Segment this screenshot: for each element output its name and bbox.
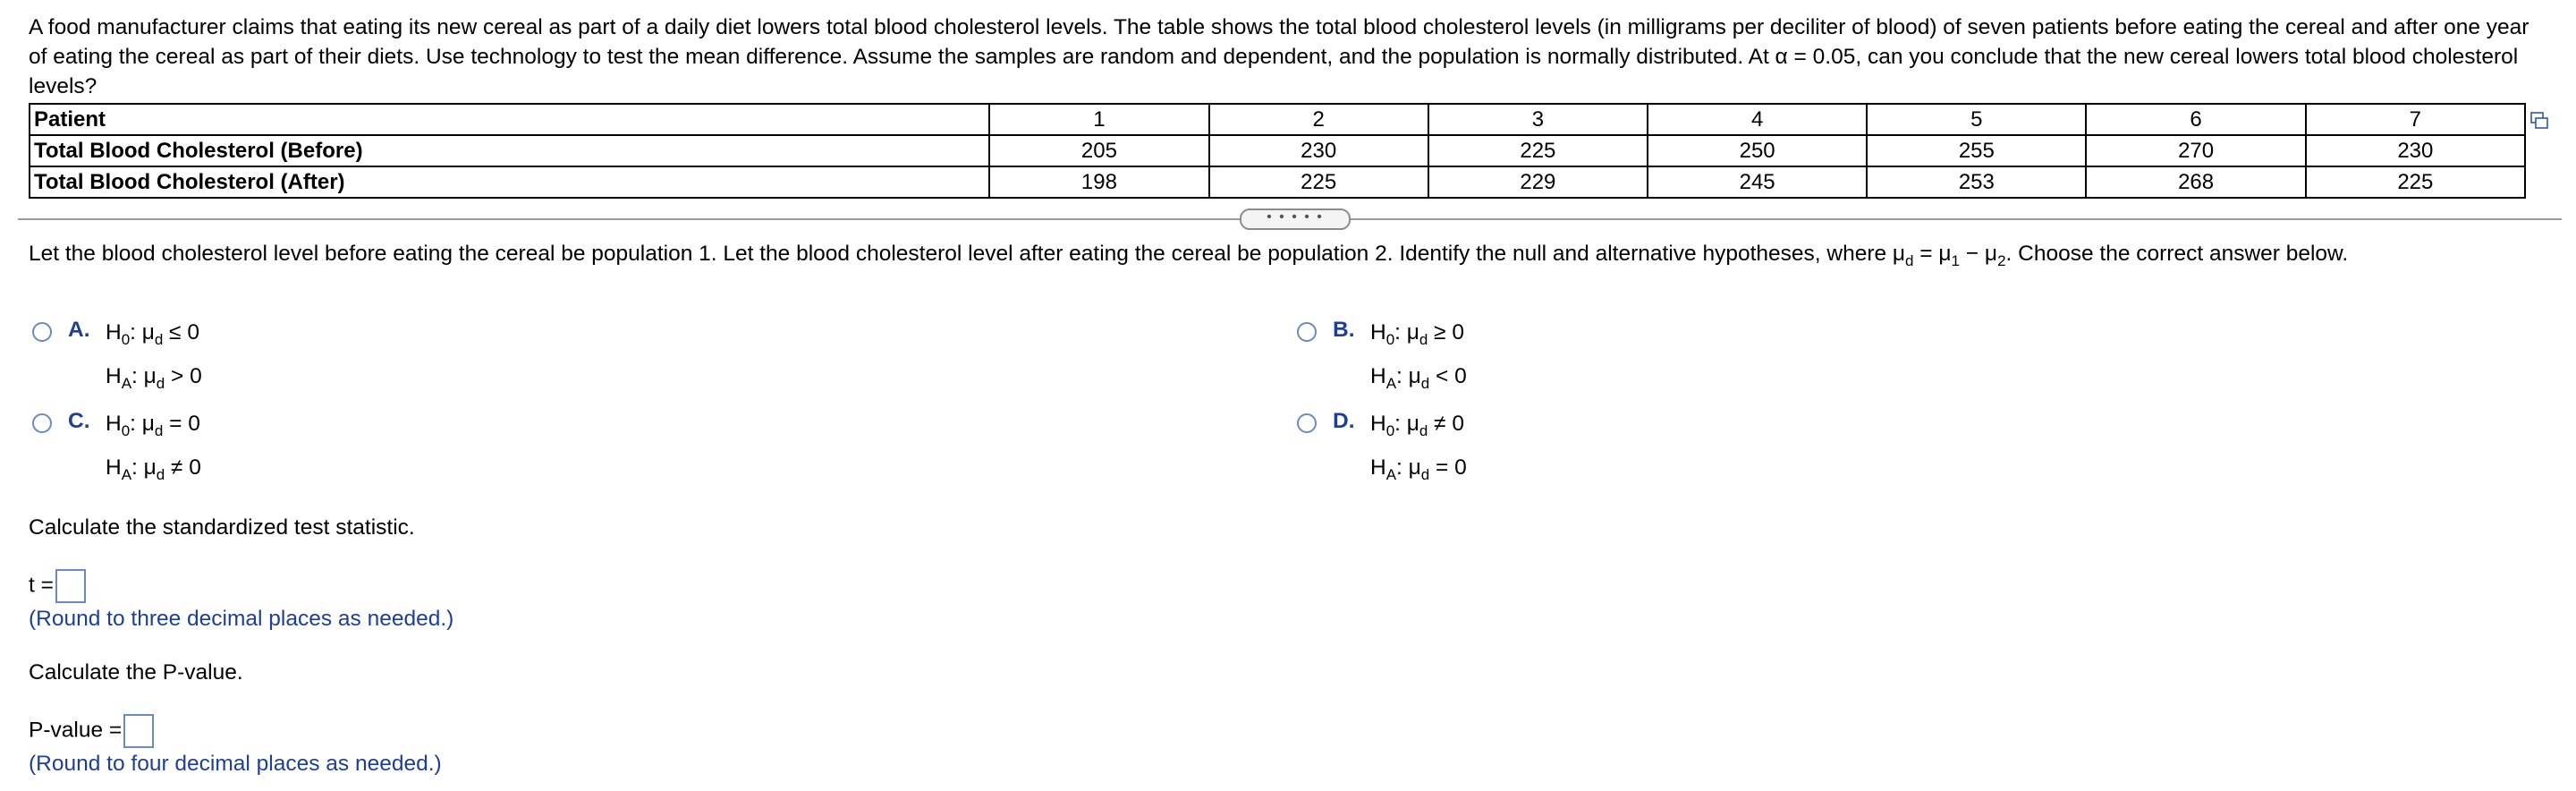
alternative-hypothesis: $H_A$: $\mu_d > 0$ xyxy=(106,364,202,392)
option-a-hypotheses xyxy=(106,318,202,398)
table-cell: 198 xyxy=(989,166,1208,198)
table-cell: 225 xyxy=(1428,135,1648,166)
table-cell: 230 xyxy=(1209,135,1428,166)
null-hypothesis: $H_0$: $\mu_d = 0$ xyxy=(106,412,200,439)
row-label: Patient xyxy=(30,104,989,135)
table-cell: 6 xyxy=(2086,104,2305,135)
t-label: t = xyxy=(29,573,54,598)
option-letter: A. xyxy=(68,318,90,342)
table-cell: 7 xyxy=(2306,104,2525,135)
table-cell: 225 xyxy=(1209,166,1428,198)
null-hypothesis: $H_0$: $\mu_d \ne 0$ xyxy=(1370,412,1465,439)
copy-table-icon[interactable] xyxy=(2529,111,2549,131)
table-cell: 5 xyxy=(1867,104,2086,135)
table-cell: 255 xyxy=(1867,135,2086,166)
option-d-hypotheses xyxy=(1370,409,1467,489)
table-cell: 268 xyxy=(2086,166,2305,198)
p-value-input[interactable] xyxy=(123,714,154,748)
table-cell: 4 xyxy=(1648,104,1867,135)
row-label: Total Blood Cholesterol (Before) xyxy=(30,135,989,166)
option-letter: B. xyxy=(1333,318,1355,342)
radio-button[interactable] xyxy=(1297,322,1317,342)
radio-button[interactable] xyxy=(32,322,52,342)
null-hypothesis: $H_0$: $\mu_d \le 0$ xyxy=(106,320,200,348)
option-c-hypotheses xyxy=(106,409,201,489)
p-value-rounding-hint: (Round to four decimal places as needed.) xyxy=(29,752,442,776)
radio-button[interactable] xyxy=(32,413,52,433)
alternative-hypothesis: $H_A$: $\mu_d \ne 0$ xyxy=(106,455,201,483)
problem-statement: A food manufacturer claims that eating its new cereal as part of a daily diet lowers total blood cholesterol levels. The table shows the total blood cholesterol levels (in milligrams per deciliter of blood) of seven patients before eating the cereal and after one year of eating the cereal as part of their diets. Use technology to test the mean difference. Assume the samples are random and dependent, and the population is normally distributed. At α = 0.05, can you conclude that the new cereal lowers total blood cholesterol levels? xyxy=(29,15,2529,98)
alternative-hypothesis: $H_A$: $\mu_d = 0$ xyxy=(1370,455,1467,483)
option-b-hypotheses xyxy=(1370,318,1467,398)
table-cell: 229 xyxy=(1428,166,1648,198)
option-letter: D. xyxy=(1333,409,1355,433)
t-rounding-hint: (Round to three decimal places as needed.) xyxy=(29,607,454,631)
p-value-label: P-value = xyxy=(29,718,123,743)
table-cell: 250 xyxy=(1648,135,1867,166)
table-cell: 1 xyxy=(989,104,1208,135)
table-cell: 205 xyxy=(989,135,1208,166)
radio-button[interactable] xyxy=(1297,413,1317,433)
table-cell: 230 xyxy=(2306,135,2525,166)
table-cell: 2 xyxy=(1209,104,1428,135)
table-cell: 225 xyxy=(2306,166,2525,198)
p-value-answer-row xyxy=(29,714,154,748)
table-cell: 253 xyxy=(1867,166,2086,198)
table-row xyxy=(30,166,2525,198)
expand-collapse-button[interactable]: • • • • • xyxy=(1240,208,1351,230)
table-row xyxy=(30,104,2525,135)
t-statistic-input[interactable] xyxy=(55,569,86,603)
null-hypothesis: $H_0$: $\mu_d \ge 0$ xyxy=(1370,320,1465,348)
table-cell: 3 xyxy=(1428,104,1648,135)
t-answer-row xyxy=(29,569,86,603)
p-value-prompt: Calculate the P-value. xyxy=(29,660,243,685)
alternative-hypothesis: $H_A$: $\mu_d < 0$ xyxy=(1370,364,1467,392)
table-cell: 245 xyxy=(1648,166,1867,198)
data-table xyxy=(29,103,2526,199)
row-label: Total Blood Cholesterol (After) xyxy=(30,166,989,198)
table-row xyxy=(30,135,2525,166)
table-cell: 270 xyxy=(2086,135,2305,166)
option-letter: C. xyxy=(68,409,90,433)
test-statistic-prompt: Calculate the standardized test statistic. xyxy=(29,515,415,540)
hypothesis-question: Let the blood cholesterol level before eating the cereal be population 1. Let the blood cholesterol level after eating the cereal be population 2. Identify the null and alternative hypotheses, where $\mu_d = \mu_1 - \mu_2$. Choose the correct answer below. xyxy=(29,242,2349,269)
